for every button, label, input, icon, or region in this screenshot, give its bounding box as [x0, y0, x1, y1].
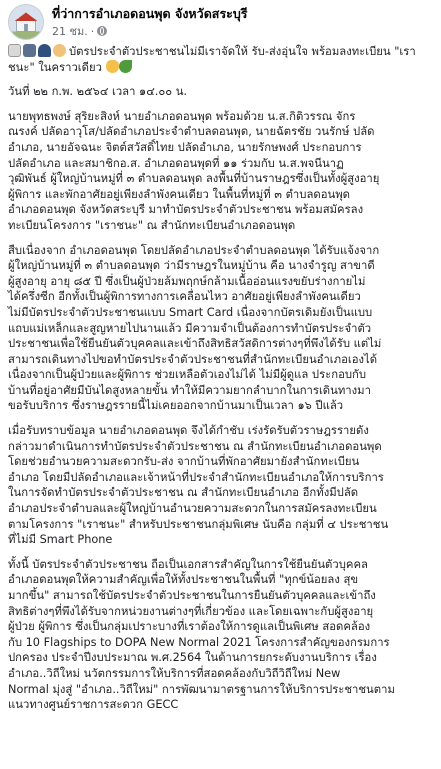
text-line: ไม่มีบัตรประจำตัวประชาชนแบบ Smart Card เนื่องจากบัตรเดิมยังเป็นแบบ [8, 305, 373, 319]
text-line: ในการจัดทำบัตรประจำตัวประชาชน ณ สำนักทะเบียนอำเภอ อีกทั้งมีปลัด [8, 486, 359, 500]
text-line: อำเภอประจำตำบลและผู้ใหญ่บ้านอำนวยความสะดวกในการสมัครลงทะเบียน [8, 502, 377, 516]
text-line: อำเภอ โดยมีปลัดอำเภอและเจ้าหน้าที่ประจำสำนักทะเบียนอำเภอให้การบริการ [8, 470, 384, 484]
running-person-emoji-icon [38, 44, 51, 57]
paragraph-5 [8, 557, 433, 713]
text-line: ได้ครึ่งซีก อีกทั้งเป็นผู้พิการทางการเคลื่อนไหว อาศัยอยู่เพียงลำพังคนเดียว [8, 290, 361, 304]
post-header [0, 0, 441, 44]
text-line: ผู้ป่วย ผู้พิการ ซึ่งเป็นกลุ่มเปราะบางที่เราต้องให้การดูแลเป็นพิเศษ สอดคล้อง [8, 620, 371, 634]
text-line: เนื่องจากเป็นผู้ป่วยและผู้พิการ ช่วยเหลือตัวเองไม่ได้ ไม่มีผู้ดูแล ประกอบกับ [8, 368, 367, 382]
paragraph-gap [8, 414, 433, 423]
paragraph-4 [8, 423, 433, 548]
text-line: ที่ไม่มี Smart Phone [8, 533, 113, 547]
ok-hand-emoji-icon [106, 60, 119, 73]
meta-separator: · [90, 24, 95, 38]
text-line: ผู้พิการ และพักอาศัยอยู่เพียงลำพังคนเดียว ในพื้นที่หมู่ที่ ๓ ตำบลดอนพุด [8, 187, 350, 201]
post-body [0, 44, 441, 713]
paragraph-2 [8, 109, 433, 234]
paragraph-gap [8, 234, 433, 243]
text-line: มากขึ้น" สามารถใช้บัตรประจำตัวประชาชนในการยืนยันตัวบุคคลและเข้าถึง [8, 589, 376, 602]
text-line: แนวทางศูนย์ราชการสะดวก GECC [8, 698, 179, 712]
text-line: ประชาชนเพื่อใช้ยืนยันตัวบุคคลและเข้าถึงสิทธิสวัสดิการต่างๆที่พึงได้รับ แต่ไม่ [8, 337, 382, 351]
text-line: บ้านที่อยู่อาศัยมีบันไดสูงหลายขั้น ทำให้มีความยากลำบากในการเดินทางมา [8, 383, 371, 397]
text-line: ปลัดอำเภอ และสมาชิกอ.ส. อำเภอดอนพุดที่ ๑๑ ร่วมกับ น.ส.พจนีนาฏ [8, 156, 344, 170]
paragraph-3 [8, 243, 433, 415]
id-card-emoji-icon [8, 44, 21, 57]
lead-text: บัตรประจำตัวประชาชนไม่มีเราจัดให้ รับ-ส่งอุ่นใจ พร้อมลงทะเบียน "เราชนะ" ในคราวเดียว [8, 45, 416, 74]
text-line: ขอรับบริการ ซึ่งราษฎรรายนี้ไม่เคยออกจากบ้านมาเป็นเวลา ๑๖ ปีแล้ว [8, 399, 344, 413]
text-line: นายพุทธพงษ์ สุริยะสิงห์ นายอำเภอดอนพุด พร้อมด้วย น.ส.กิติวรรณ จักร [8, 109, 356, 123]
text-line: อำเภอดอนพุดให้ความสำคัญเพื่อให้ทั้งประชาชนในพื้นที่ "ทุกข์น้อยลง สุข [8, 573, 359, 587]
text-line: อำเภอ, นายอัจฉนะ จิตต์สวัสดิ์ไทย ปลัดอำเภอ, นายรักษพงศ์ ประกอบการ [8, 140, 362, 154]
paragraph-gap [8, 548, 433, 557]
text-line: ทะเบียนโครงการ "เราชนะ" ณ สำนักทะเบียนอำเภอดอนพุด [8, 218, 296, 232]
paragraph-gap [8, 75, 433, 84]
text-line: ทั้งนี้ บัตรประจำตัวประชาชน ถือเป็นเอกสารสำคัญในการใช้ยืนยันตัวบุคคล [8, 557, 368, 571]
text-line: วุฒิพันธ์ ผู้ใหญ่บ้านหมู่ที่ ๓ ตำบลดอนพุด ลงพื้นที่บ้านราษฎรซึ่งเป็นทั้งผู้สูงอายุ [8, 172, 380, 186]
text-line: ผู้ใหญ่บ้านหมู่ที่ ๓ ตำบลดอนพุด ว่ามีราษฎรในหมู่บ้าน คือ นางจำรูญ สาขาดี [8, 259, 375, 273]
text-line: กล่าวมาดำเนินการทำบัตรประจำตัวประชาชน ณ สำนักทะเบียนอำเภอดอนพุด [8, 439, 382, 453]
text-line: แถบแม่เหล็กและสูญหายไปนานแล้ว มีความจำเป็นต้องการทำบัตรประจำตัว [8, 321, 372, 335]
district-office-logo-icon [9, 5, 43, 39]
plant-emoji-icon [119, 60, 132, 73]
text-line: สิทธิต่างๆที่พึงได้รับจากหน่วยงานต่างๆที่เกี่ยวข้อง และโดยเฉพาะกับผู้สูงอายุ [8, 604, 374, 618]
text-line: อำเภอดอนพุด จังหวัดสระบุรี มาทำบัตรประจำตัวประชาชน พร้อมสมัครลง [8, 203, 364, 217]
text-line: เมื่อรับทราบข้อมูล นายอำเภอดอนพุด จึงได้กำชับ เร่งรัดรับตัวราษฎรรายดัง [8, 424, 369, 438]
text-line: ณรงค์ ปลัดอาวุโส/ปลัดอำเภอประจำตำบลดอนพุด, นายฉัตรชัย วนรักษ์ ปลัด [8, 125, 375, 139]
text-line: อำเภอ..วิถีใหม่ นวัตกรรมการให้บริการที่สอดคล้องกับวิถีวิถีใหม่ New [8, 666, 341, 680]
text-line: สืบเนื่องจาก อำเภอดอนพุด โดยปลัดอำเภอประจำตำบลดอนพุด ได้รับแจ้งจาก [8, 243, 380, 257]
text-line: ปกครอง ประจำปีงบประมาณ พ.ศ.2564 ในด้านการยกระดับงานบริการ เรื่อง [8, 651, 377, 665]
paragraph-gap [8, 100, 433, 109]
lead-emoji-group [8, 44, 66, 57]
text-line: กับ 10 Flagships to DOPA New Normal 2021 โครงการสำคัญของกรมการ [8, 635, 390, 649]
page-name[interactable]: ที่ว่าการอำเภอดอนพุด จังหวัดสระบุรี [52, 6, 248, 21]
page-avatar[interactable] [8, 4, 44, 40]
text-line: ตามโครงการ "เราชนะ" สำหรับประชาชนกลุ่มพิเศษ นับคือ กลุ่มที่ ๔ ประชาชน [8, 517, 389, 531]
globe-icon [97, 26, 107, 36]
post-time[interactable]: 21 ชม. [52, 25, 88, 38]
text-line: ผู้สูงอายุ อายุ ๘๕ ปี ซึ่งเป็นผู้ป่วยล้มพฤกษ์กล้ามเนื้ออ่อนแรงขยับร่างกายไม่ [8, 274, 366, 288]
text-line: Normal มุ่งสู่ "อำเภอ..วิถีใหม่" การพัฒนามาตรฐานการให้บริการประชาชนตาม [8, 682, 395, 696]
post-lead [8, 44, 433, 75]
post-date: วันที่ ๒๒ ก.พ. ๒๕๖๔ เวลา ๑๔.๐๐ น. [8, 85, 188, 99]
text-line: โดยช่วยอำนวยความสะดวกรับ-ส่ง จากบ้านที่พักอาศัยมายังสำนักทะเบียน [8, 455, 360, 469]
elderly-person-emoji-icon [53, 44, 66, 57]
car-emoji-icon [23, 44, 36, 57]
post-meta [52, 22, 107, 40]
text-line: สามารถเดินทางไปขอทำบัตรประจำตัวประชาชนที่สำนักทะเบียนอำเภอเองได้ [8, 352, 378, 366]
